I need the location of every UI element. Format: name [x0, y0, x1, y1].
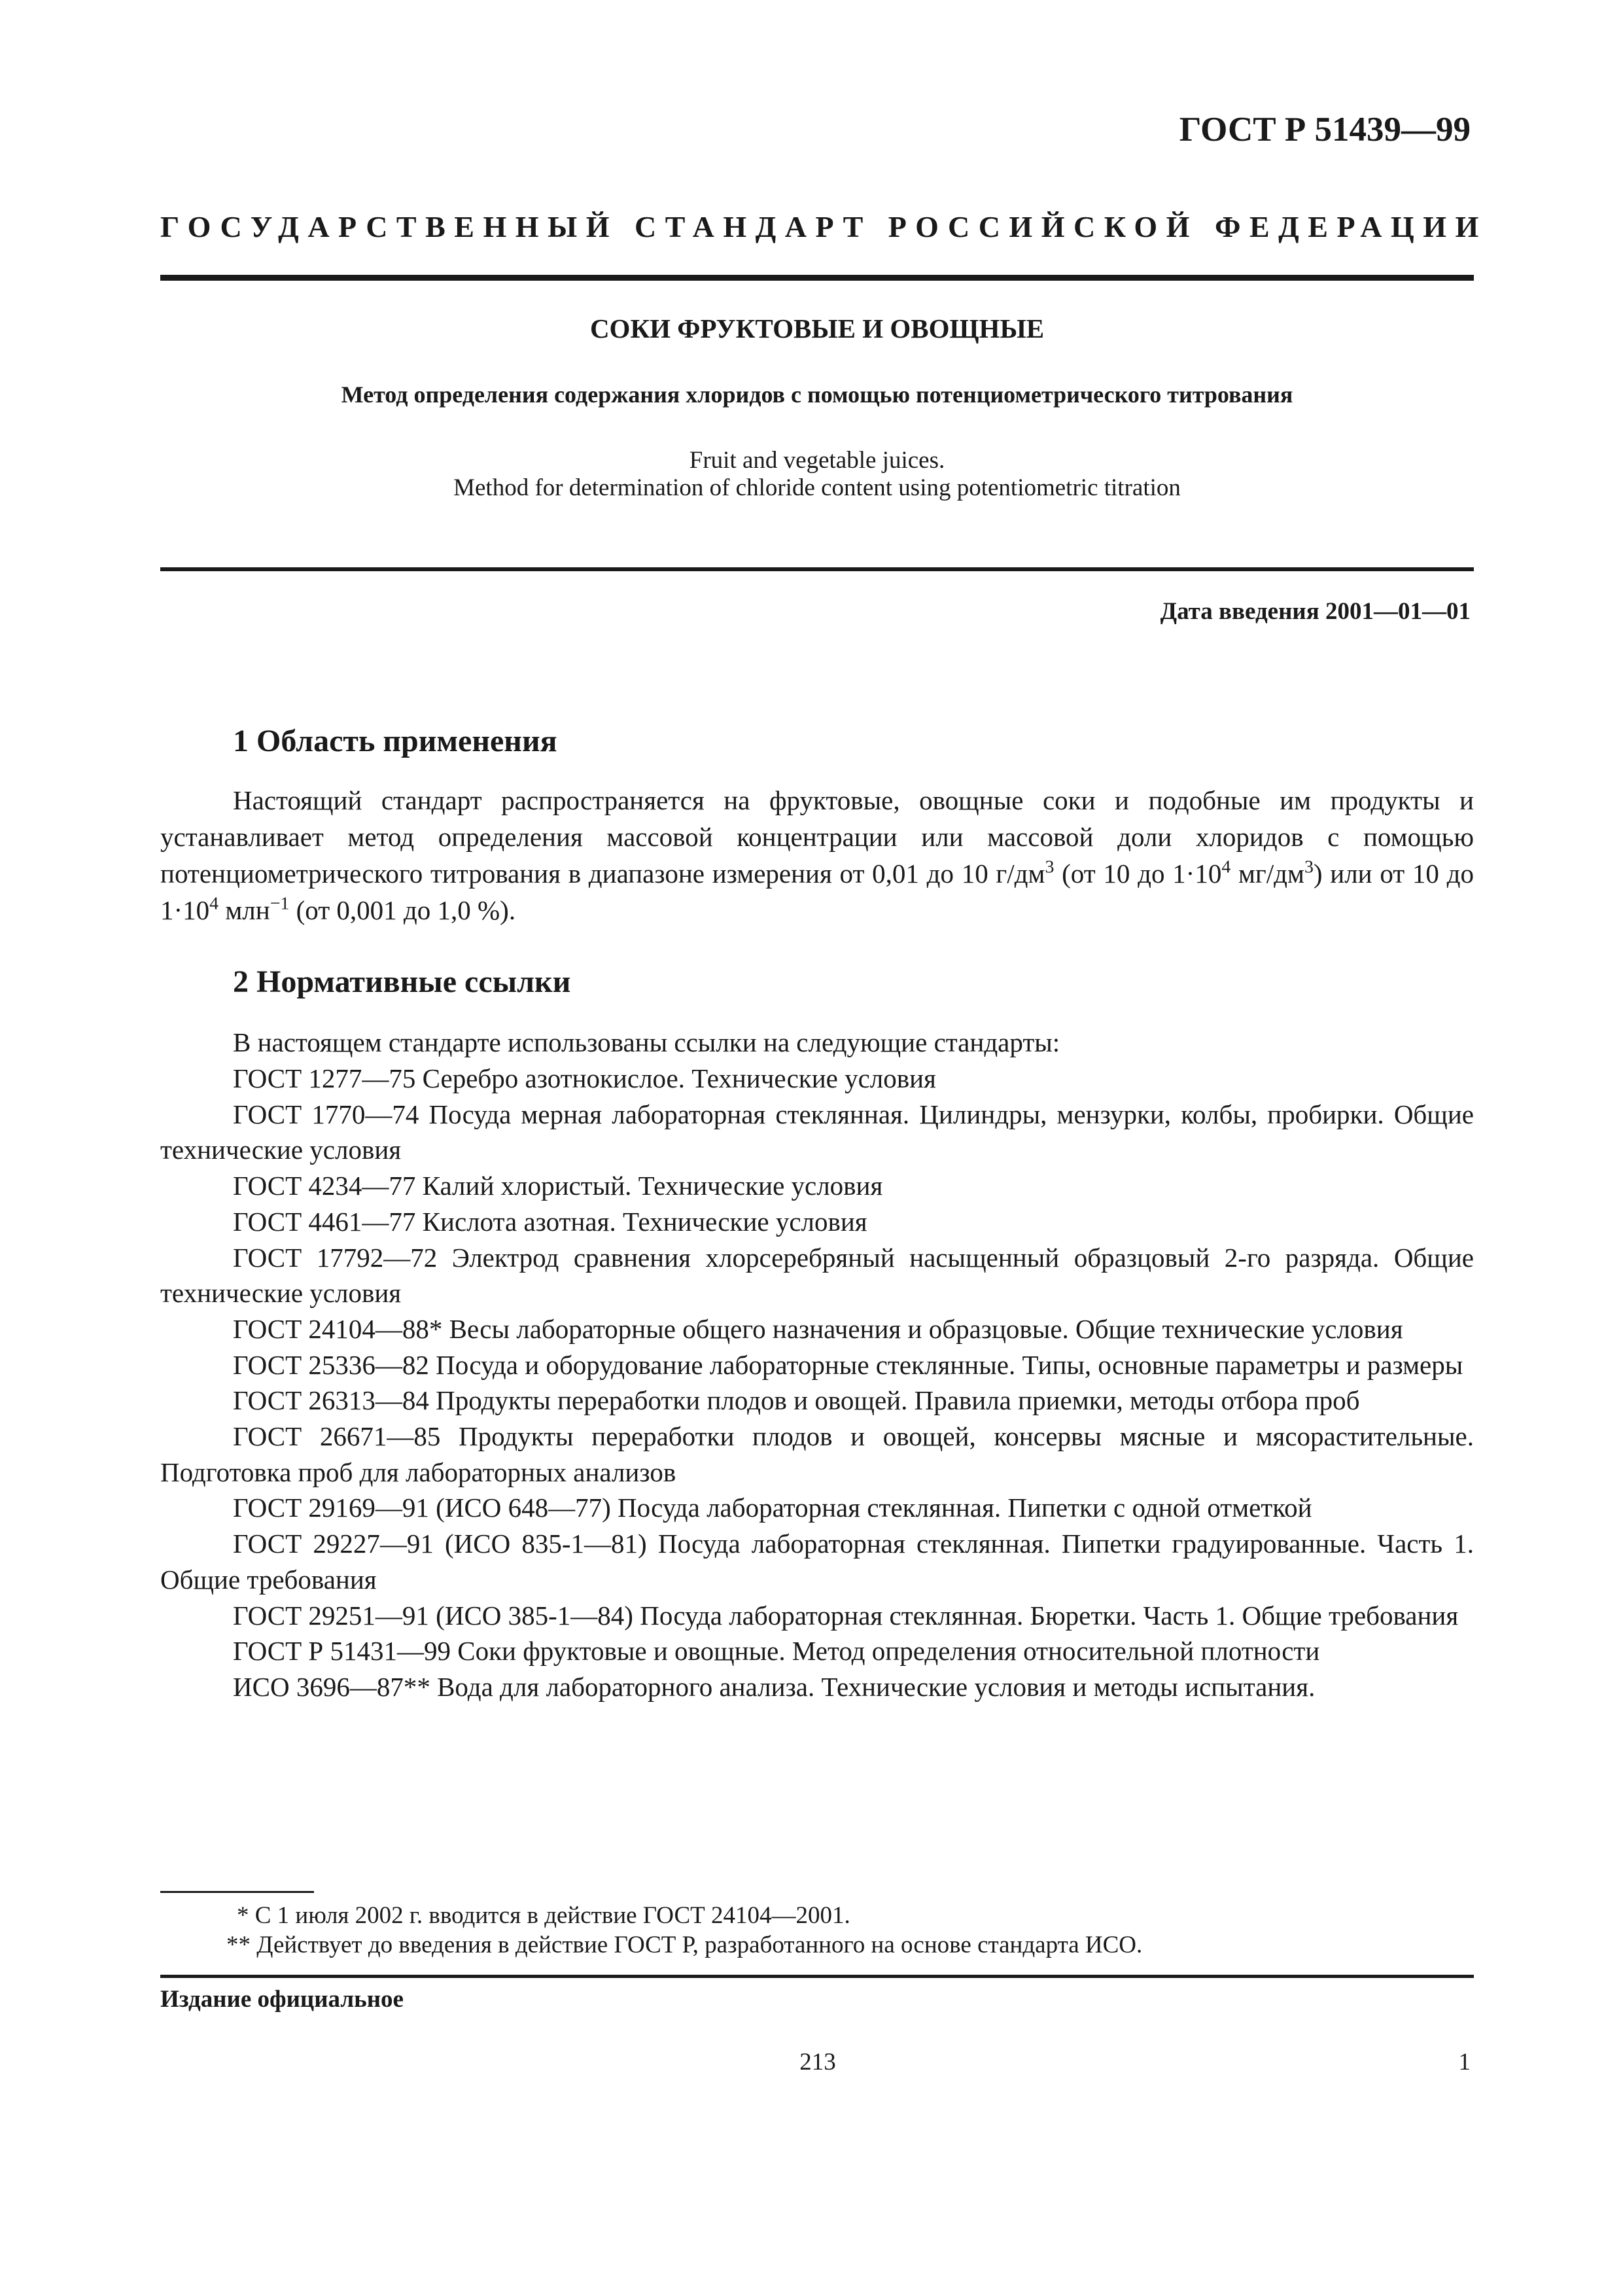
introduction-date: Дата введения 2001—01—01: [1160, 598, 1471, 625]
footnote-separator: [160, 1891, 314, 1893]
document-subtitle: Метод определения содержания хлоридов с помощью потенциометрического титрования: [341, 381, 1293, 408]
reference-item: ГОСТ 1770—74 Посуда мерная лабораторная стеклянная. Цилиндры, мензурки, колбы, пробирки. Общие технические условия: [160, 1099, 1474, 1165]
reference-item: ГОСТ 26671—85 Продукты переработки плодов и овощей, консервы мясные и мясорастительные. Подготовка проб для лабораторных анализов: [160, 1421, 1474, 1487]
footnote-2: ** Действует до введения в действие ГОСТ Р, разработанного на основе стандарта ИСО.: [226, 1932, 1143, 1958]
footer-rule: [160, 1975, 1474, 1978]
reference-item: ГОСТ 4461—77 Кислота азотная. Технические условия: [233, 1206, 867, 1237]
reference-item: ИСО 3696—87** Вода для лабораторного анализа. Технические условия и методы испытания.: [233, 1671, 1316, 1702]
section-1-paragraph: Настоящий стандарт распространяется на фруктовые, овощные соки и подобные им продукты и устанавливает метод определения массовой концентрации или массовой доли хлоридов с помощью потенциометрического титрования в диапазоне измерения от 0,01 до 10 $г/дм^3$ (от 10 до $1\cdot 10^4$ $мг/дм^3$) или от 10 до $1\cdot 10^4$ млн$^{-1}$ (от 0,001 до 1,0 %).: [160, 785, 1475, 925]
reference-item: ГОСТ 26313—84 Продукты переработки плодов и овощей. Правила приемки, методы отбора проб: [233, 1385, 1360, 1416]
document-number: ГОСТ Р 51439—99: [1179, 111, 1471, 149]
footnote-1: * С 1 июля 2002 г. вводится в действие ГОСТ 24104—2001.: [237, 1902, 850, 1929]
normative-references-list: [160, 1061, 1474, 1705]
page-number-right: 1: [1458, 2049, 1471, 2075]
reference-item: ГОСТ Р 51431—99 Соки фруктовые и овощные. Метод определения относительной плотности: [233, 1636, 1320, 1667]
footnotes: [160, 1901, 1142, 1960]
reference-item: ГОСТ 1277—75 Серебро азотнокислое. Технические условия: [233, 1063, 936, 1093]
middle-rule: [160, 567, 1474, 571]
top-rule: [160, 275, 1474, 281]
english-title-line-2: Method for determination of chloride content using potentiometric titration: [453, 474, 1181, 501]
section-2-heading: 2 Нормативные ссылки: [233, 964, 571, 999]
section-1-heading: 1 Область применения: [233, 724, 557, 758]
state-standard-heading: ГОСУДАРСТВЕННЫЙ СТАНДАРТ РОССИЙСКОЙ ФЕДЕРАЦИИ: [160, 210, 1488, 243]
reference-item: ГОСТ 29251—91 (ИСО 385-1—84) Посуда лабораторная стеклянная. Бюретки. Часть 1. Общие требования: [233, 1600, 1459, 1631]
reference-item: ГОСТ 4234—77 Калий хлористый. Технические условия: [233, 1171, 883, 1201]
reference-item: ГОСТ 29227—91 (ИСО 835-1—81) Посуда лабораторная стеклянная. Пипетки градуированные. Часть 1. Общие требования: [160, 1528, 1474, 1595]
english-title-line-1: Fruit and vegetable juices.: [689, 447, 945, 474]
document-title: СОКИ ФРУКТОВЫЕ И ОВОЩНЫЕ: [589, 313, 1045, 344]
reference-item: ГОСТ 24104—88* Весы лабораторные общего назначения и образцовые. Общие технические условия: [233, 1313, 1403, 1344]
section-2-intro: В настоящем стандарте использованы ссылки на следующие стандарты:: [233, 1027, 1060, 1057]
page-number-center: 213: [799, 2049, 836, 2075]
reference-item: ГОСТ 29169—91 (ИСО 648—77) Посуда лабораторная стеклянная. Пипетки с одной отметкой: [233, 1492, 1312, 1523]
reference-item: ГОСТ 17792—72 Электрод сравнения хлорсеребряный насыщенный образцовый 2-го разряда. Общие технические условия: [160, 1242, 1474, 1309]
official-edition-label: Издание официальное: [160, 1986, 404, 2013]
reference-item: ГОСТ 25336—82 Посуда и оборудование лабораторные стеклянные. Типы, основные параметры и размеры: [233, 1349, 1463, 1380]
